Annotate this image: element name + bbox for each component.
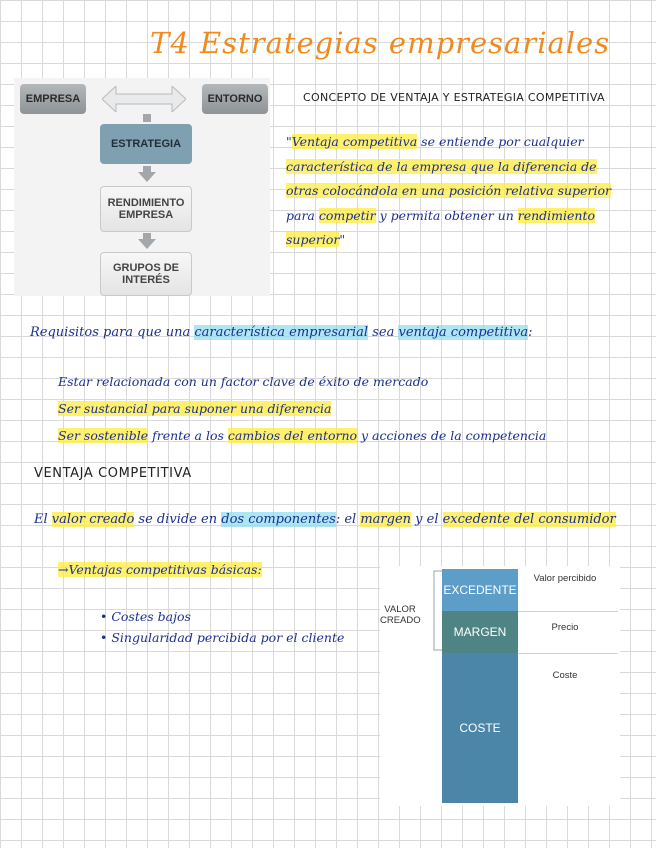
grupos-label: GRUPOS DE INTERÉS — [112, 262, 179, 286]
strategy-flow-diagram — [14, 78, 270, 296]
quote-text: y permita obtener un — [375, 207, 518, 223]
line-text: y el — [411, 512, 443, 527]
valor-creado-label: VALOR CREADO — [380, 604, 421, 626]
ventaja-title: VENTAJA COMPETITIVA — [34, 466, 192, 481]
req-text: Requisitos para que una — [30, 325, 195, 340]
basicas-bullets — [100, 606, 344, 648]
coste-label: Coste — [552, 670, 578, 681]
quote-term: Ventaja competitiva — [291, 134, 418, 149]
divider-line — [518, 611, 618, 612]
empresa-box: EMPRESA — [20, 84, 86, 114]
req-highlight: ventaja competitiva — [398, 325, 529, 340]
quote-text: para — [286, 207, 319, 223]
coste-segment: COSTE — [442, 653, 518, 803]
req-item: frente a los — [148, 428, 228, 443]
line-text: El — [34, 512, 52, 527]
list-item — [58, 395, 546, 422]
margen-segment: MARGEN — [442, 611, 518, 653]
list-item — [58, 368, 546, 395]
quote-open: " — [286, 134, 292, 149]
line-highlight: valor creado — [51, 512, 135, 527]
quote-rendimiento: rendimiento superior — [286, 207, 596, 247]
concept-quote — [286, 130, 631, 253]
req-item: y acciones de la competencia — [357, 428, 547, 443]
quote-text: se entiende por cualquier — [417, 134, 584, 149]
line-highlight: margen — [360, 512, 412, 527]
arrow-stem — [143, 114, 151, 122]
down-arrow-icon — [138, 239, 156, 249]
req-item: cambios del entorno — [227, 428, 358, 443]
requisitos-title — [30, 325, 532, 340]
list-item: • Costes bajos — [100, 609, 191, 624]
valor-percibido-label: Valor percibido — [533, 573, 597, 584]
req-text: sea — [368, 325, 399, 340]
requisitos-list — [58, 368, 546, 449]
quote-close: " — [339, 232, 346, 247]
valor-creado-line — [34, 512, 616, 527]
value-chart — [380, 566, 620, 806]
rendimiento-label: RENDIMIENTO EMPRESA — [107, 197, 185, 221]
concept-title: CONCEPTO DE VENTAJA Y ESTRATEGIA COMPETITIVA — [303, 91, 605, 104]
list-item — [58, 422, 546, 449]
entorno-box: ENTORNO — [202, 84, 268, 114]
req-item: Ser sustancial para suponer una diferencia — [58, 401, 332, 416]
req-item: Ser sostenible — [58, 428, 149, 443]
req-item: Estar relacionada con un factor clave de éxito de mercado — [58, 374, 429, 389]
basicas-label: →Ventajas competitivas básicas: — [58, 562, 262, 577]
ventajas-basicas — [58, 562, 262, 577]
line-text: : el — [335, 512, 361, 527]
page-title: T4 Estrategias empresariales — [150, 26, 611, 60]
excedente-segment: EXCEDENTE — [442, 569, 518, 611]
divider-line — [518, 653, 618, 654]
line-highlight: excedente del consumidor — [442, 512, 616, 527]
down-arrow-icon — [138, 172, 156, 182]
precio-label: Precio — [551, 622, 579, 633]
quote-definition: característica de la empresa que la diferencia de otras colocándola en una posición relativa superior — [286, 158, 611, 198]
quote-competir: competir — [318, 207, 376, 223]
list-item: • Singularidad percibida por el cliente — [100, 630, 345, 645]
line-text: se divide en — [134, 512, 222, 527]
double-arrow-icon — [102, 86, 186, 112]
line-highlight: dos componentes — [221, 512, 336, 527]
grupos-box — [100, 252, 192, 296]
req-highlight: característica empresarial — [194, 325, 369, 340]
rendimiento-box — [100, 186, 192, 232]
req-text: : — [528, 325, 533, 340]
estrategia-box: ESTRATEGIA — [100, 124, 192, 164]
